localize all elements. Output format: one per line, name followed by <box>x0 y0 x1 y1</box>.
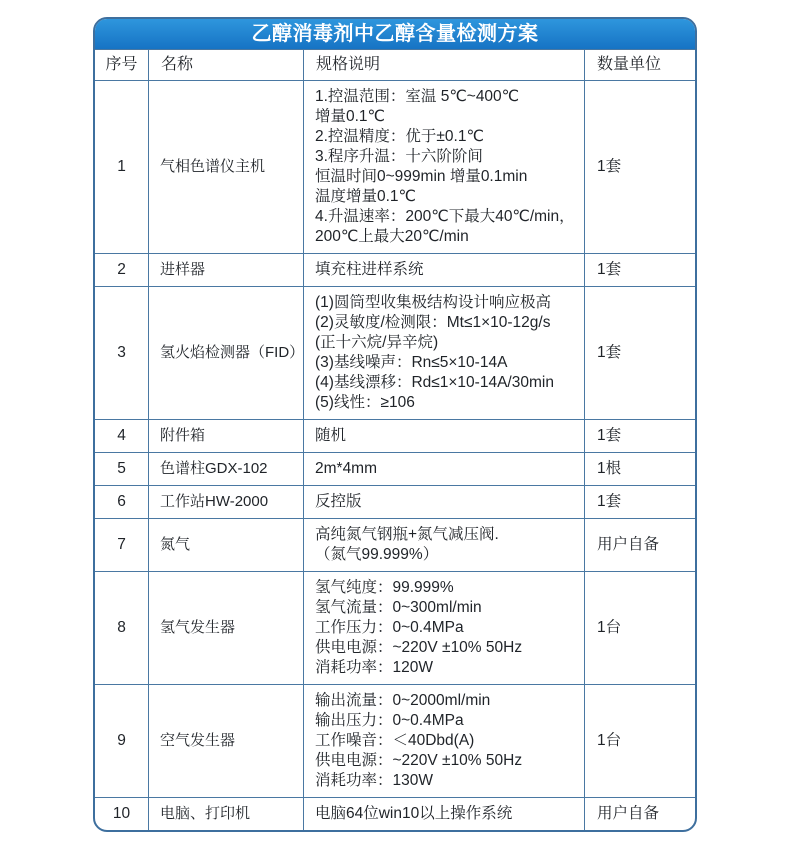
table-row <box>95 519 695 572</box>
detection-plan-table <box>93 17 697 832</box>
quantity-unit-cell: 1台 <box>585 685 695 798</box>
item-name-cell: 进样器 <box>149 254 304 287</box>
row-number-cell: 4 <box>95 420 149 453</box>
item-name-cell: 氢火焰检测器（FID） <box>149 287 304 420</box>
item-spec-cell <box>304 798 585 830</box>
table-row <box>95 420 695 453</box>
spec-line: 消耗功率：120W <box>315 659 433 676</box>
table-title-bar <box>95 19 695 50</box>
spec-line: 消耗功率：130W <box>315 772 433 789</box>
item-name-cell: 氮气 <box>149 519 304 572</box>
item-name-cell: 附件箱 <box>149 420 304 453</box>
spec-line: 电脑64位win10以上操作系统 <box>315 805 513 822</box>
spec-line: (1)圆筒型收集极结构设计响应极高 <box>315 294 551 311</box>
quantity-unit-cell: 1台 <box>585 572 695 685</box>
header-row <box>95 50 695 81</box>
item-spec-cell <box>304 519 585 572</box>
table-row <box>95 685 695 798</box>
spec-line: 温度增量0.1℃ <box>315 188 416 205</box>
quantity-unit-cell: 1套 <box>585 420 695 453</box>
item-spec-cell <box>304 81 585 254</box>
spec-line: 2.控温精度：优于±0.1℃ <box>315 128 484 145</box>
spec-line: 工作噪音：＜40Dbd(A) <box>315 732 475 749</box>
item-name-cell: 电脑、打印机 <box>149 798 304 830</box>
equipment-spec-table <box>95 50 695 830</box>
item-spec-cell <box>304 486 585 519</box>
spec-line: 增量0.1℃ <box>315 108 385 125</box>
item-name-cell: 气相色谱仪主机 <box>149 81 304 254</box>
spec-line: 填充柱进样系统 <box>315 261 424 278</box>
spec-line: 200℃上最大20℃/min <box>315 228 469 245</box>
table-row <box>95 486 695 519</box>
spec-line: (5)线性：≥106 <box>315 394 415 411</box>
item-spec-cell <box>304 420 585 453</box>
spec-line: 4.升温速率：200℃下最大40℃/min， <box>315 208 575 225</box>
item-name-cell: 空气发生器 <box>149 685 304 798</box>
spec-line: 氢气纯度：99.999% <box>315 579 454 596</box>
quantity-unit-cell: 1套 <box>585 486 695 519</box>
spec-line: 3.程序升温：十六阶阶间 <box>315 148 483 165</box>
page-title: 乙醇消毒剂中乙醇含量检测方案 <box>251 23 539 45</box>
spec-line: (正十六烷/异辛烷) <box>315 334 439 351</box>
row-number-cell: 8 <box>95 572 149 685</box>
item-name-cell: 色谱柱GDX-102 <box>149 453 304 486</box>
table-row <box>95 572 695 685</box>
row-number-cell: 3 <box>95 287 149 420</box>
table-row <box>95 254 695 287</box>
row-number-cell: 9 <box>95 685 149 798</box>
spec-line: 反控版 <box>315 493 362 510</box>
item-spec-cell <box>304 254 585 287</box>
column-header-name: 名称 <box>149 50 304 81</box>
spec-line: 供电电源：~220V ±10% 50Hz <box>315 752 523 769</box>
spec-line: (4)基线漂移：Rd≤1×10-14A/30min <box>315 374 554 391</box>
quantity-unit-cell: 1套 <box>585 81 695 254</box>
row-number-cell: 10 <box>95 798 149 830</box>
row-number-cell: 6 <box>95 486 149 519</box>
column-header-spec: 规格说明 <box>304 50 585 81</box>
quantity-unit-cell: 用户自备 <box>585 519 695 572</box>
spec-line: (2)灵敏度/检测限：Mt≤1×10-12g/s <box>315 314 551 331</box>
spec-line: （氮气99.999%） <box>315 546 439 563</box>
spec-line: 输出压力：0~0.4MPa <box>315 712 464 729</box>
quantity-unit-cell: 用户自备 <box>597 805 660 822</box>
row-number-cell: 5 <box>95 453 149 486</box>
row-number-cell: 1 <box>95 81 149 254</box>
table-row <box>95 287 695 420</box>
spec-line: 氢气流量：0~300ml/min <box>315 599 482 616</box>
item-spec-cell <box>304 287 585 420</box>
item-name-cell: 氢气发生器 <box>149 572 304 685</box>
row-number-cell: 7 <box>95 519 149 572</box>
spec-line: 供电电源：~220V ±10% 50Hz <box>315 639 523 656</box>
spec-line: 2m*4mm <box>315 460 378 477</box>
item-spec-cell <box>304 572 585 685</box>
column-header-qty: 数量单位 <box>585 50 695 81</box>
quantity-unit-cell: 1根 <box>585 453 695 486</box>
table-row <box>95 798 695 830</box>
spec-line: 恒温时间0~999min 增量0.1min <box>315 168 528 185</box>
spec-line: 随机 <box>315 427 347 444</box>
item-spec-cell <box>304 685 585 798</box>
column-header-no: 序号 <box>95 50 149 81</box>
spec-line: 1.控温范围：室温 5℃~400℃ <box>315 88 520 105</box>
item-name-cell: 工作站HW-2000 <box>149 486 304 519</box>
page <box>93 17 697 832</box>
quantity-unit-cell: 1套 <box>585 254 695 287</box>
spec-line: 工作压力：0~0.4MPa <box>315 619 464 636</box>
quantity-unit-cell: 1套 <box>585 287 695 420</box>
table-row <box>95 81 695 254</box>
spec-line: 高纯氮气钢瓶+氮气减压阀. <box>315 526 499 543</box>
item-spec-cell <box>304 453 585 486</box>
row-number-cell: 2 <box>95 254 149 287</box>
spec-line: 输出流量：0~2000ml/min <box>315 692 491 709</box>
spec-line: (3)基线噪声：Rn≤5×10-14A <box>315 354 508 371</box>
table-row <box>95 453 695 486</box>
